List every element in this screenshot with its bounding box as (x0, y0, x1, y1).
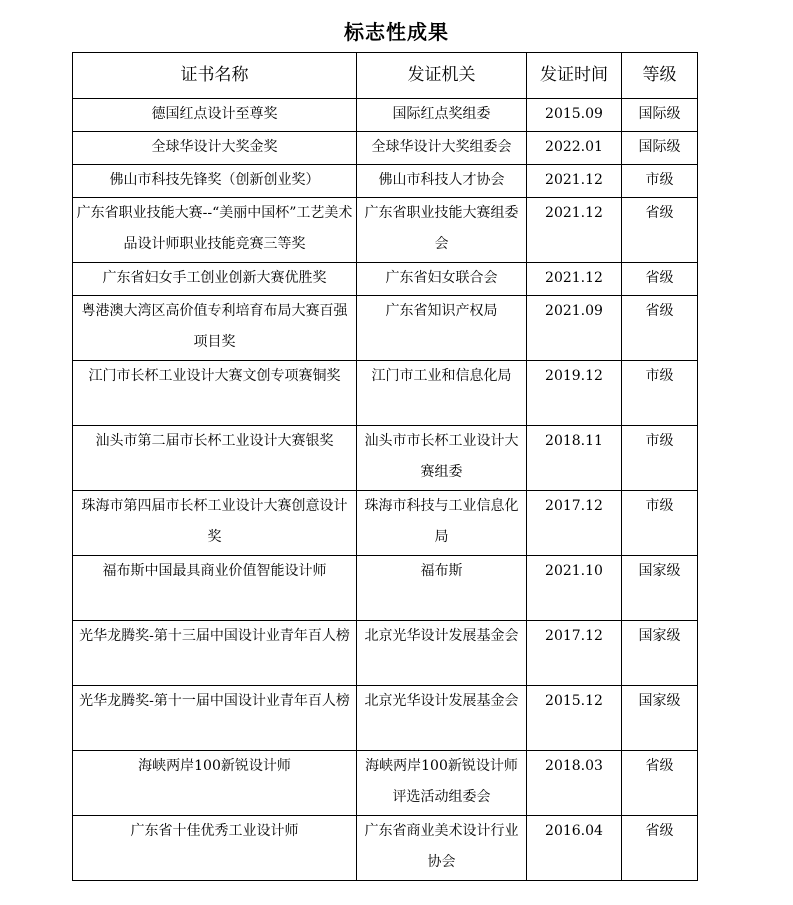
level: 市级 (622, 491, 698, 556)
issue-date: 2018.03 (527, 751, 622, 816)
header-issuing-authority: 发证机关 (357, 53, 527, 99)
level: 国家级 (622, 556, 698, 621)
header-certificate-name: 证书名称 (73, 53, 357, 99)
certificate-name: 光华龙腾奖-第十一届中国设计业青年百人榜 (73, 686, 357, 751)
issue-date: 2021.10 (527, 556, 622, 621)
table-row (73, 621, 698, 686)
table-row (73, 361, 698, 426)
certificate-name: 佛山市科技先锋奖（创新创业奖） (73, 165, 357, 198)
table-row (73, 556, 698, 621)
issuing-authority: 海峡两岸100新锐设计师评选活动组委会 (357, 751, 527, 816)
level: 省级 (622, 296, 698, 361)
issue-date: 2019.12 (527, 361, 622, 426)
header-issue-date: 发证时间 (527, 53, 622, 99)
level: 国际级 (622, 132, 698, 165)
certificate-name: 德国红点设计至尊奖 (73, 99, 357, 132)
certificate-name: 福布斯中国最具商业价值智能设计师 (73, 556, 357, 621)
certificate-name: 广东省职业技能大赛--“美丽中国杯”工艺美术品设计师职业技能竞赛三等奖 (73, 198, 357, 263)
issue-date: 2015.09 (527, 99, 622, 132)
issuing-authority: 江门市工业和信息化局 (357, 361, 527, 426)
issuing-authority: 广东省妇女联合会 (357, 263, 527, 296)
table-row (73, 198, 698, 263)
issue-date: 2017.12 (527, 621, 622, 686)
certificate-name: 粤港澳大湾区高价值专利培育布局大赛百强项目奖 (73, 296, 357, 361)
table-row (73, 165, 698, 198)
table-row (73, 816, 698, 881)
issue-date: 2015.12 (527, 686, 622, 751)
certificate-name: 广东省妇女手工创业创新大赛优胜奖 (73, 263, 357, 296)
issuing-authority: 北京光华设计发展基金会 (357, 686, 527, 751)
level: 国家级 (622, 621, 698, 686)
level: 国家级 (622, 686, 698, 751)
issuing-authority: 广东省职业技能大赛组委会 (357, 198, 527, 263)
certificate-name: 全球华设计大奖金奖 (73, 132, 357, 165)
level: 省级 (622, 263, 698, 296)
table-row (73, 426, 698, 491)
table-row (73, 686, 698, 751)
certificate-name: 珠海市第四届市长杯工业设计大赛创意设计奖 (73, 491, 357, 556)
issue-date: 2022.01 (527, 132, 622, 165)
table-row (73, 132, 698, 165)
issue-date: 2017.12 (527, 491, 622, 556)
issuing-authority: 全球华设计大奖组委会 (357, 132, 527, 165)
issue-date: 2016.04 (527, 816, 622, 881)
table-header-row (73, 53, 698, 99)
table-row (73, 263, 698, 296)
level: 国际级 (622, 99, 698, 132)
awards-table (72, 52, 698, 881)
issuing-authority: 广东省知识产权局 (357, 296, 527, 361)
issue-date: 2021.12 (527, 198, 622, 263)
issuing-authority: 珠海市科技与工业信息化局 (357, 491, 527, 556)
header-level: 等级 (622, 53, 698, 99)
level: 市级 (622, 165, 698, 198)
issuing-authority: 广东省商业美术设计行业协会 (357, 816, 527, 881)
page-title: 标志性成果 (344, 20, 449, 44)
table-row (73, 751, 698, 816)
issuing-authority: 福布斯 (357, 556, 527, 621)
issuing-authority: 佛山市科技人才协会 (357, 165, 527, 198)
issuing-authority: 汕头市市长杯工业设计大赛组委 (357, 426, 527, 491)
table-row (73, 491, 698, 556)
issue-date: 2021.12 (527, 165, 622, 198)
issuing-authority: 国际红点奖组委 (357, 99, 527, 132)
certificate-name: 广东省十佳优秀工业设计师 (73, 816, 357, 881)
issue-date: 2021.12 (527, 263, 622, 296)
level: 省级 (622, 198, 698, 263)
level: 省级 (622, 816, 698, 881)
issue-date: 2018.11 (527, 426, 622, 491)
table-row (73, 296, 698, 361)
certificate-name: 海峡两岸100新锐设计师 (73, 751, 357, 816)
level: 市级 (622, 426, 698, 491)
table-row (73, 99, 698, 132)
issuing-authority: 北京光华设计发展基金会 (357, 621, 527, 686)
certificate-name: 汕头市第二届市长杯工业设计大赛银奖 (73, 426, 357, 491)
issue-date: 2021.09 (527, 296, 622, 361)
certificate-name: 光华龙腾奖-第十三届中国设计业青年百人榜 (73, 621, 357, 686)
level: 省级 (622, 751, 698, 816)
level: 市级 (622, 361, 698, 426)
certificate-name: 江门市长杯工业设计大赛文创专项赛铜奖 (73, 361, 357, 426)
